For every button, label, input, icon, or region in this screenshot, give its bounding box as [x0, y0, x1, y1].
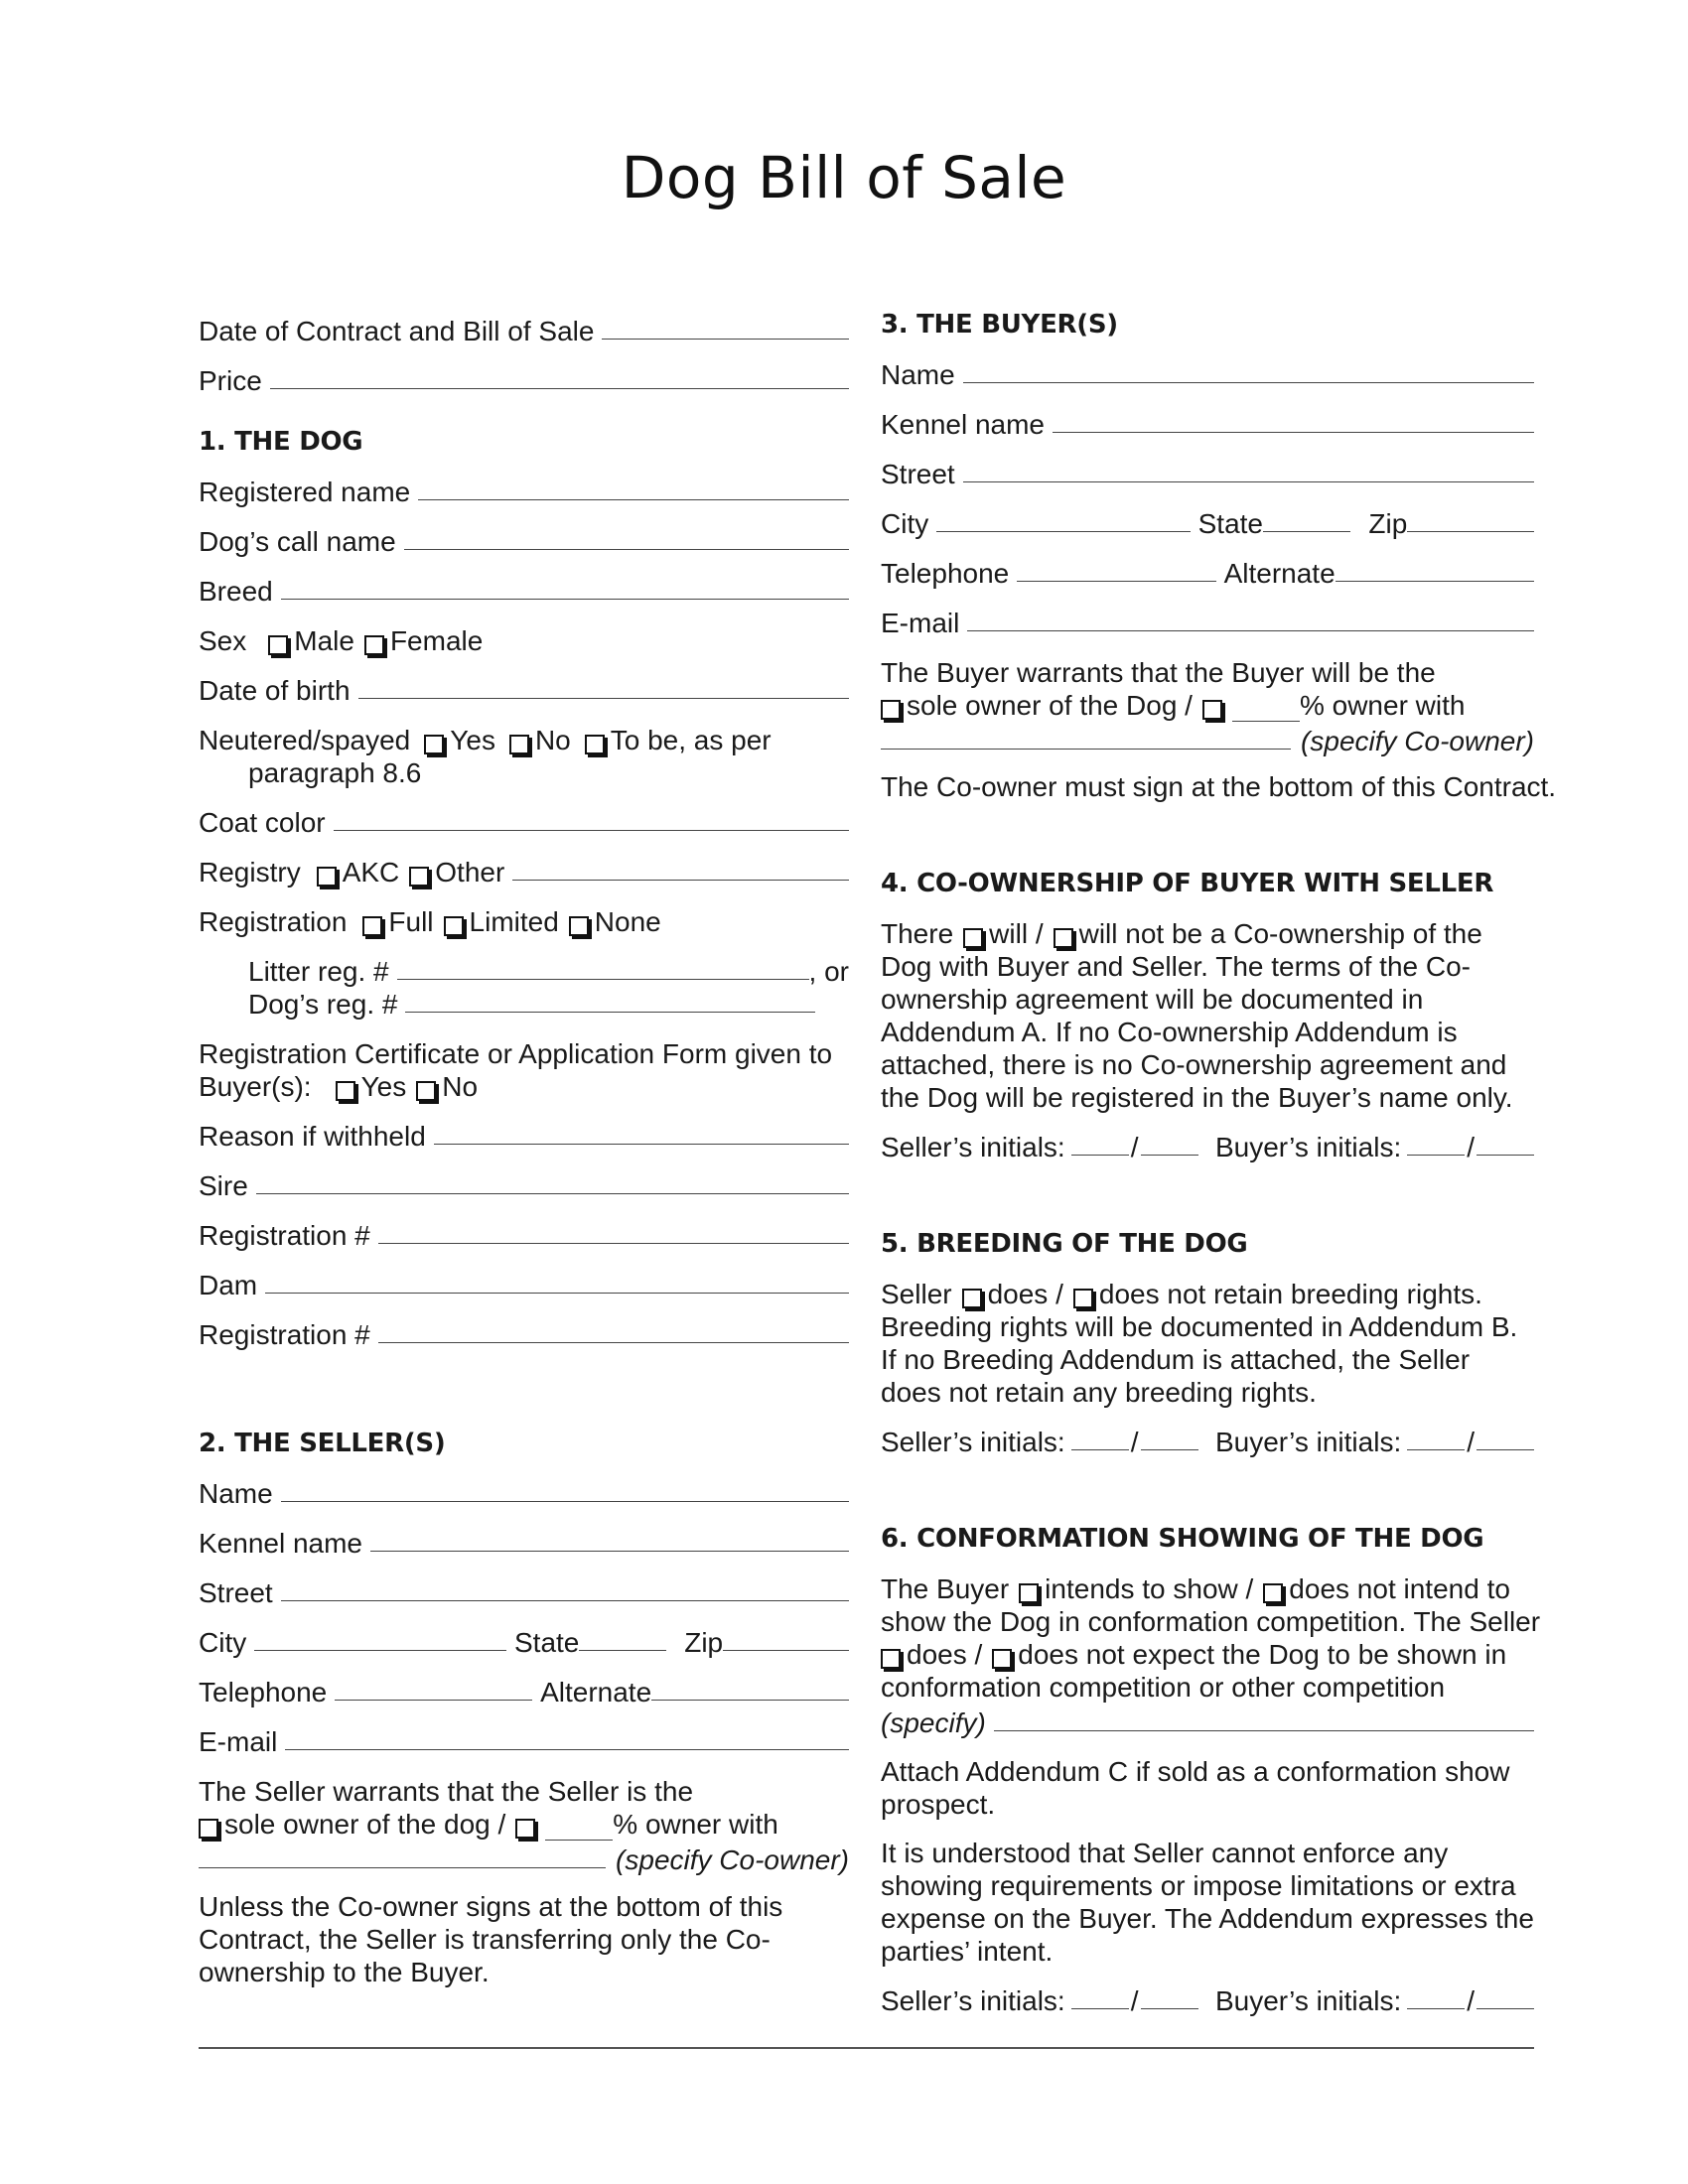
none-checkbox[interactable] [569, 916, 589, 936]
sire-field[interactable] [256, 1193, 849, 1194]
seller-coowner-field[interactable] [199, 1867, 606, 1868]
neutered-yes-label: Yes [450, 725, 495, 755]
buyer-name-field[interactable] [963, 382, 1534, 383]
conformation-notexpect-label: does not expect the Dog to be shown in [1018, 1639, 1507, 1670]
buyer-warrant-row [881, 639, 1534, 689]
coat-row [199, 789, 849, 839]
neutered-label: Neutered/spayed [199, 725, 411, 755]
neutered-no-checkbox[interactable] [509, 735, 529, 754]
seller-unless-text: Unless the Co-owner signs at the bottom of this Contract, the Seller is transferring only the Co-ownership to the Buyer. [199, 1891, 783, 1987]
coownership-there-label: There [881, 918, 954, 949]
registered-name-row [199, 459, 849, 508]
coownership-initials-row [881, 1114, 1534, 1163]
conformation-row-4 [881, 1671, 1534, 1704]
conformation-row-3 [881, 1638, 1534, 1671]
buyer-sign-label: The Co-owner must sign at the bottom of this Contract. [881, 771, 1557, 802]
breeding-does-label: does / [987, 1279, 1063, 1309]
conformation-notintend-checkbox[interactable] [1263, 1583, 1283, 1603]
breeding-buyer-initials-1[interactable] [1407, 1449, 1465, 1450]
coat-label: Coat color [199, 807, 326, 838]
seller-zip-field[interactable] [723, 1650, 849, 1651]
coownership-will-checkbox[interactable] [963, 928, 983, 948]
price-field[interactable] [270, 388, 849, 389]
seller-coowner-row [199, 1841, 849, 1876]
seller-email-field[interactable] [285, 1749, 849, 1750]
dogs-reg-row [199, 988, 849, 1021]
breed-field[interactable] [281, 599, 849, 600]
seller-pct-label: % owner with [613, 1809, 778, 1840]
breeding-seller-initials-2[interactable] [1141, 1449, 1198, 1450]
cert-yes-label: Yes [360, 1071, 407, 1102]
female-checkbox[interactable] [364, 635, 384, 655]
sire-reg-field[interactable] [378, 1243, 849, 1244]
conformation-specify-field[interactable] [994, 1730, 1534, 1731]
conformation-seller-initials-label: Seller’s initials: [881, 1985, 1065, 2016]
registry-row [199, 839, 849, 888]
breeding-initials-row [881, 1409, 1534, 1458]
call-name-label: Dog’s call name [199, 526, 396, 557]
conformation-buyer-label: The Buyer [881, 1573, 1010, 1604]
buyer-phone-field[interactable] [1017, 581, 1215, 582]
dogs-reg-field[interactable] [405, 1012, 815, 1013]
buyer-warrant-label: The Buyer warrants that the Buyer will be the [881, 657, 1436, 688]
seller-name-row [199, 1460, 849, 1510]
seller-email-label: E-mail [199, 1726, 278, 1757]
buyer-alt-field[interactable] [1336, 581, 1534, 582]
seller-phone-row [199, 1659, 849, 1708]
neutered-yes-checkbox[interactable] [424, 735, 444, 754]
female-label: Female [389, 625, 484, 656]
coownership-seller-initials-1[interactable] [1071, 1155, 1129, 1156]
breeding-seller-initials-label: Seller’s initials: [881, 1427, 1065, 1457]
neutered-row [199, 707, 849, 756]
buyer-sign-row [881, 757, 1557, 803]
seller-city-field[interactable] [254, 1650, 506, 1651]
breeding-buyer-initials-2[interactable] [1477, 1449, 1534, 1450]
limited-checkbox[interactable] [444, 916, 464, 936]
slash: / [1467, 1985, 1475, 2016]
breeding-seller-label: Seller [881, 1279, 952, 1309]
breeding-body: Breeding rights will be documented in Addendum B. If no Breeding Addendum is attached, the Seller does not retain any breeding rights. [881, 1311, 1518, 1408]
or-label: , or [808, 956, 849, 987]
neutered-no-label: No [534, 725, 571, 755]
seller-sole-label: sole owner of the dog / [224, 1809, 506, 1840]
buyer-pct-label: % owner with [1299, 690, 1466, 721]
call-name-field[interactable] [404, 549, 849, 550]
seller-street-row [199, 1560, 849, 1609]
coownership-buyer-initials-label: Buyer’s initials: [1214, 1132, 1402, 1162]
paragraph-row [199, 756, 849, 789]
buyer-kennel-row [881, 391, 1534, 441]
seller-kennel-row [199, 1510, 849, 1560]
breeding-heading: 5. BREEDING OF THE DOG [881, 1229, 1248, 1259]
breeding-doesnot-label: does not retain breeding rights. [1098, 1279, 1482, 1309]
conformation-line2: show the Dog in conformation competition. The Seller [881, 1606, 1541, 1637]
other-registry-label: Other [435, 857, 505, 887]
buyer-email-row [881, 590, 1534, 639]
male-label: Male [294, 625, 354, 656]
litter-reg-row [199, 938, 849, 988]
reason-row [199, 1103, 849, 1153]
dam-reg-row [199, 1301, 849, 1351]
breeding-does-checkbox[interactable] [962, 1289, 982, 1308]
conformation-does-checkbox[interactable] [881, 1649, 901, 1669]
dam-reg-label: Registration # [199, 1319, 370, 1350]
conformation-does-label: does / [907, 1639, 983, 1670]
akc-label: AKC [342, 857, 400, 887]
buyer-phone-row [881, 540, 1534, 590]
conformation-buyer-initials-1[interactable] [1407, 2008, 1465, 2009]
conformation-row-2 [881, 1605, 1541, 1638]
sire-row [199, 1153, 849, 1202]
conformation-seller-initials-1[interactable] [1071, 2008, 1129, 2009]
buyer-kennel-field[interactable] [1053, 432, 1534, 433]
dam-reg-field[interactable] [378, 1342, 849, 1343]
seller-warrant-row [199, 1758, 849, 1808]
seller-street-field[interactable] [281, 1600, 849, 1601]
buyer-owner-row [881, 689, 1534, 722]
paragraph-label: paragraph 8.6 [248, 757, 422, 788]
other-registry-field[interactable] [512, 880, 849, 881]
seller-pct-checkbox[interactable] [515, 1819, 535, 1839]
conformation-line4: conformation competition or other competition [881, 1672, 1446, 1703]
buyer-name-label: Name [881, 359, 955, 390]
buyer-zip-field[interactable] [1407, 531, 1534, 532]
seller-alt-field[interactable] [651, 1700, 849, 1701]
registered-name-label: Registered name [199, 477, 411, 507]
slash: / [1130, 1132, 1139, 1162]
seller-state-field[interactable] [579, 1650, 666, 1651]
none-label: None [594, 906, 661, 937]
seller-name-field[interactable] [281, 1501, 849, 1502]
date-row [199, 298, 849, 347]
coownership-will-label: will / [989, 918, 1044, 949]
seller-city-label: City [199, 1627, 247, 1658]
male-checkbox[interactable] [268, 635, 288, 655]
conformation-buyer-initials-label: Buyer’s initials: [1214, 1985, 1402, 2016]
seller-pct-field[interactable] [545, 1818, 613, 1841]
buyer-heading: 3. THE BUYER(S) [881, 310, 1118, 340]
coownership-buyer-initials-2[interactable] [1477, 1155, 1534, 1156]
coownership-seller-initials-label: Seller’s initials: [881, 1132, 1065, 1162]
conformation-understood-text: It is understood that Seller cannot enforce any showing requirements or impose limitations or extra expense on the Buyer. The Addendum expresses the parties’ intent. [881, 1838, 1534, 1967]
slash: / [1467, 1132, 1475, 1162]
sex-row [199, 608, 849, 657]
dam-field[interactable] [265, 1293, 849, 1294]
left-column [199, 298, 849, 1988]
coownership-heading: 4. CO-OWNERSHIP OF BUYER WITH SELLER [881, 869, 1494, 898]
registry-label: Registry [199, 857, 301, 887]
conformation-notintend-label: does not intend to [1289, 1573, 1510, 1604]
buyer-city-row [881, 490, 1534, 540]
seller-owner-row [199, 1808, 849, 1841]
dam-row [199, 1252, 849, 1301]
date-field[interactable] [602, 339, 849, 340]
bottom-divider [199, 2047, 1534, 2049]
litter-reg-field[interactable] [397, 979, 809, 980]
seller-specify-label: (specify Co-owner) [616, 1844, 849, 1875]
reason-field[interactable] [434, 1144, 849, 1145]
seller-sole-checkbox[interactable] [199, 1819, 218, 1839]
buyer-specify-label: (specify Co-owner) [1301, 726, 1534, 756]
coownership-choice-row [881, 900, 1534, 950]
buyer-city-label: City [881, 508, 929, 539]
registered-name-field[interactable] [418, 499, 849, 500]
registration-row [199, 888, 849, 938]
conformation-initials-row [881, 1968, 1534, 2017]
conformation-row-1 [881, 1556, 1534, 1605]
conformation-specify-label: (specify) [881, 1707, 986, 1738]
buyer-email-label: E-mail [881, 608, 960, 638]
registration-label: Registration [199, 906, 348, 937]
cert-yes-checkbox[interactable] [336, 1081, 355, 1101]
seller-state-label: State [513, 1627, 580, 1658]
sire-reg-label: Registration # [199, 1220, 370, 1251]
seller-phone-label: Telephone [199, 1677, 328, 1707]
buyer-city-field[interactable] [936, 531, 1190, 532]
date-label: Date of Contract and Bill of Sale [199, 316, 595, 346]
coownership-seller-initials-2[interactable] [1141, 1155, 1198, 1156]
breeding-buyer-initials-label: Buyer’s initials: [1214, 1427, 1402, 1457]
buyer-pct-field[interactable] [1232, 699, 1300, 722]
coat-field[interactable] [334, 830, 849, 831]
cert-row-1 [199, 1021, 849, 1070]
buyer-coowner-field[interactable] [881, 749, 1291, 750]
buyer-street-label: Street [881, 459, 955, 489]
breed-label: Breed [199, 576, 273, 607]
conformation-attach-text: Attach Addendum C if sold as a conformation show prospect. [881, 1756, 1510, 1820]
conformation-seller-initials-2[interactable] [1141, 2008, 1198, 2009]
cert-no-label: No [442, 1071, 479, 1102]
seller-email-row [199, 1708, 849, 1758]
coownership-body: Dog with Buyer and Seller. The terms of the Co-ownership agreement will be documented in Addendum A. If no Co-ownership Addendum is attached, there is no Co-ownership agreement and the Dog will be registered in the Buyer’s name only. [881, 951, 1513, 1113]
neutered-tobe-checkbox[interactable] [585, 735, 605, 754]
buyer-state-label: State [1197, 508, 1263, 539]
seller-phone-field[interactable] [335, 1700, 532, 1701]
right-column [881, 298, 1557, 2017]
sire-label: Sire [199, 1170, 248, 1201]
dog-heading: 1. THE DOG [199, 427, 363, 457]
dob-field[interactable] [358, 698, 849, 699]
slash: / [1130, 1427, 1139, 1457]
breeding-choice-row [881, 1261, 1534, 1310]
price-label: Price [199, 365, 262, 396]
neutered-tobe-label: To be, as per [610, 725, 772, 755]
seller-heading: 2. THE SELLER(S) [199, 1429, 446, 1458]
dogs-reg-label: Dog’s reg. # [248, 989, 398, 1020]
coownership-willnot-label: will not be a Co-ownership of the [1078, 918, 1482, 949]
seller-street-label: Street [199, 1577, 273, 1608]
buyer-pct-checkbox[interactable] [1202, 700, 1222, 720]
reason-label: Reason if withheld [199, 1121, 426, 1152]
dob-label: Date of birth [199, 675, 351, 706]
buyer-name-row [881, 341, 1534, 391]
cert-buyers-label: Buyer(s): [199, 1071, 312, 1102]
slash: / [1467, 1427, 1475, 1457]
buyer-street-row [881, 441, 1534, 490]
page-title: Dog Bill of Sale [621, 144, 1067, 211]
other-registry-checkbox[interactable] [409, 867, 429, 887]
seller-city-row [199, 1609, 849, 1659]
breed-row [199, 558, 849, 608]
buyer-kennel-label: Kennel name [881, 409, 1046, 440]
sex-label: Sex [199, 625, 247, 656]
seller-alt-label: Alternate [540, 1677, 652, 1707]
buyer-state-field[interactable] [1263, 531, 1350, 532]
cert-label: Registration Certificate or Application Form given to [199, 1038, 833, 1069]
slash: / [1130, 1985, 1139, 2016]
conformation-intends-label: intends to show / [1045, 1573, 1254, 1604]
akc-checkbox[interactable] [317, 867, 337, 887]
coownership-willnot-checkbox[interactable] [1054, 928, 1073, 948]
seller-zip-label: Zip [684, 1627, 724, 1658]
seller-name-label: Name [199, 1478, 273, 1509]
cert-row-2 [199, 1070, 849, 1103]
conformation-notexpect-checkbox[interactable] [992, 1649, 1012, 1669]
buyer-street-field[interactable] [963, 481, 1534, 482]
buyer-phone-label: Telephone [881, 558, 1010, 589]
buyer-coowner-row [881, 722, 1534, 757]
cert-no-checkbox[interactable] [416, 1081, 436, 1101]
breeding-doesnot-checkbox[interactable] [1073, 1289, 1093, 1308]
conformation-specify-row [881, 1704, 1534, 1739]
buyer-alt-label: Alternate [1223, 558, 1336, 589]
seller-kennel-field[interactable] [370, 1551, 849, 1552]
seller-kennel-label: Kennel name [199, 1528, 363, 1559]
buyer-email-field[interactable] [967, 630, 1534, 631]
conformation-buyer-initials-2[interactable] [1477, 2008, 1534, 2009]
buyer-sole-label: sole owner of the Dog / [907, 690, 1193, 721]
sire-reg-row [199, 1202, 849, 1252]
coownership-buyer-initials-1[interactable] [1407, 1155, 1465, 1156]
full-checkbox[interactable] [362, 916, 382, 936]
full-label: Full [388, 906, 434, 937]
conformation-heading: 6. CONFORMATION SHOWING OF THE DOG [881, 1524, 1484, 1554]
call-name-row [199, 508, 849, 558]
seller-warrant-label: The Seller warrants that the Seller is the [199, 1776, 694, 1807]
litter-reg-label: Litter reg. # [248, 956, 389, 987]
buyer-zip-label: Zip [1368, 508, 1408, 539]
conformation-intends-checkbox[interactable] [1019, 1583, 1039, 1603]
breeding-seller-initials-1[interactable] [1071, 1449, 1129, 1450]
buyer-sole-checkbox[interactable] [881, 700, 901, 720]
dam-label: Dam [199, 1270, 258, 1300]
price-row [199, 347, 849, 397]
limited-label: Limited [469, 906, 559, 937]
dob-row [199, 657, 849, 707]
